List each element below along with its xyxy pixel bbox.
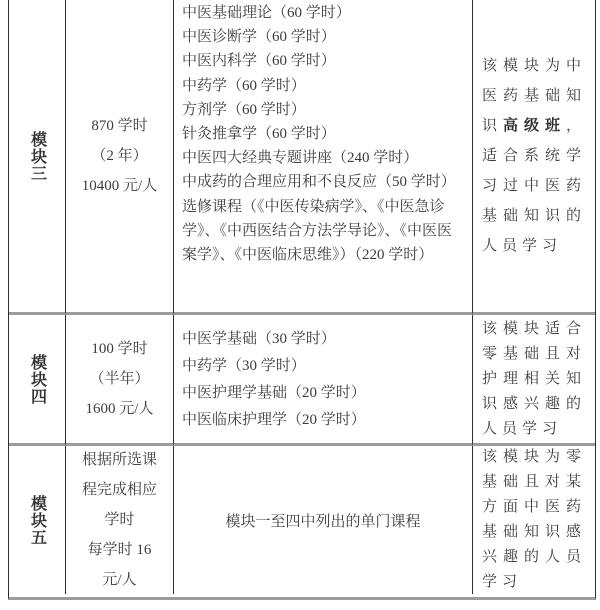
course-item: 中医基础理论（60 学时） xyxy=(182,5,351,21)
description-highlight: 高级班 xyxy=(503,118,566,134)
course-item: 中医护理学基础（20 学时） xyxy=(182,384,366,401)
module4-course-list xyxy=(174,325,456,434)
module5-hours-cell xyxy=(66,446,174,594)
module4-description-cell xyxy=(473,315,595,446)
module3-hours xyxy=(78,111,162,201)
module4-price-line: 1600 元/人 xyxy=(85,401,154,417)
module3-description-cell xyxy=(473,0,595,315)
module4-courses-cell xyxy=(174,315,473,446)
module4-name: 模块四 xyxy=(28,353,46,405)
module3-duration-line: （2 年） xyxy=(91,148,148,164)
module3-hours-cell xyxy=(66,0,174,315)
course-item: 中成药的合理应用和不良反应（50 学时） xyxy=(182,174,456,191)
course-module-table xyxy=(8,0,596,600)
module5-description xyxy=(473,446,595,594)
module5-courses-cell xyxy=(174,446,473,594)
module4-duration-line: （半年） xyxy=(89,371,150,387)
module4-name-cell xyxy=(9,315,66,446)
module3-description xyxy=(473,51,595,261)
module3-name-cell xyxy=(9,0,66,315)
course-item: 中医诊断学（60 学时） xyxy=(182,29,336,46)
module3-price-line: 10400 元/人 xyxy=(81,178,158,194)
module5-name: 模块五 xyxy=(28,494,46,546)
module5-course-summary: 模块一至四中列出的单门课程 xyxy=(225,513,421,530)
module3-name: 模块三 xyxy=(28,130,46,182)
module5-hours-rule: 根据所选课程完成相应学时 xyxy=(81,452,157,528)
course-item: 中药学（30 学时） xyxy=(182,357,306,374)
module4-hours-line: 100 学时 xyxy=(91,341,148,357)
module5-name-cell xyxy=(9,446,66,594)
module5-hours xyxy=(78,446,162,594)
course-item: 选修课程（《中医传染病学》、《中医急诊学》、《中西医结合方法学导论》、《中医医案学》、《中医临床思维》）（220 学时） xyxy=(182,198,453,264)
module4-description xyxy=(473,317,595,442)
course-item: 针灸推拿学（60 学时） xyxy=(182,126,336,143)
module3-hours-line: 870 学时 xyxy=(91,118,148,134)
course-item: 中医内科学（60 学时） xyxy=(182,53,336,70)
description-text: 该模块为零基础且对某方面中医药基础知识感兴趣的人员学习 xyxy=(482,449,586,590)
course-item: 中医四大经典专题讲座（240 学时） xyxy=(182,150,419,167)
module4-hours-cell xyxy=(66,315,174,446)
description-text: ，适合系统学习过中医药基础知识的人员学习 xyxy=(482,118,586,254)
course-item: 中医学基础（30 学时） xyxy=(182,330,336,347)
description-text: 该模块适合零基础且对护理相关知识感兴趣的人员学习 xyxy=(482,320,586,437)
course-item: 中医临床护理学（20 学时） xyxy=(182,411,366,428)
module3-courses-cell xyxy=(174,0,473,315)
module3-course-list xyxy=(174,0,456,267)
course-item: 方剂学（60 学时） xyxy=(182,101,306,118)
module5-price-line: 每学时 16 元/人 xyxy=(87,542,152,588)
course-item: 中药学（60 学时） xyxy=(182,77,306,94)
description-text: 该模块为中医药基础知识 xyxy=(482,58,586,134)
module4-hours xyxy=(78,334,162,424)
module5-description-cell xyxy=(473,446,595,594)
